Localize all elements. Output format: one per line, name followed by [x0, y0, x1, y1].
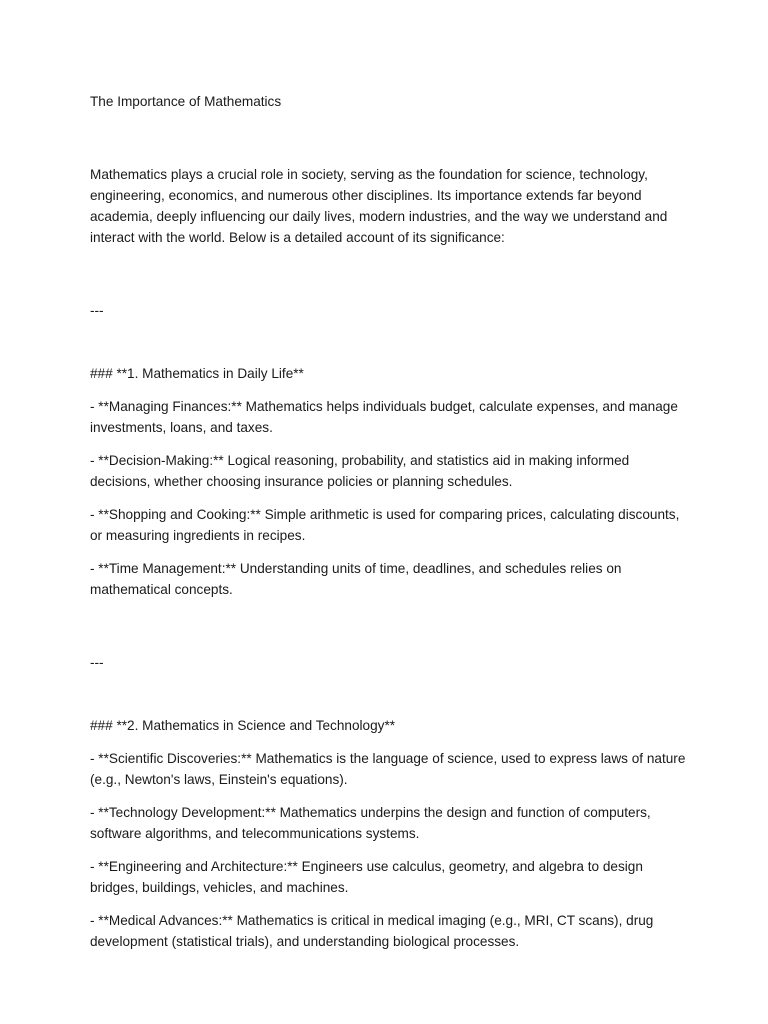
list-item: - **Technology Development:** Mathematics underpins the design and function of computers, software algorithms, and telecommunications systems.	[90, 805, 651, 841]
list-item: - **Engineering and Architecture:** Engineers use calculus, geometry, and algebra to design bridges, buildings, vehicles, and machines.	[90, 859, 643, 895]
section-heading-science-technology: ### **2. Mathematics in Science and Technology**	[90, 718, 396, 733]
intro-paragraph: Mathematics plays a crucial role in society, serving as the foundation for science, technology, engineering, economics, and numerous other disciplines. Its importance extends far beyond academia, deeply influencing our daily lives, modern industries, and the way we understand and interact with the world. Below is a detailed account of its significance:	[90, 167, 668, 245]
list-item: - **Time Management:** Understanding units of time, deadlines, and schedules relies on mathematical concepts.	[90, 561, 622, 597]
document-title: The Importance of Mathematics	[90, 94, 282, 109]
list-item: - **Decision-Making:** Logical reasoning, probability, and statistics aid in making informed decisions, whether choosing insurance policies or planning schedules.	[90, 453, 630, 489]
section-divider: ---	[90, 655, 104, 670]
section-divider: ---	[90, 303, 104, 318]
list-item: - **Managing Finances:** Mathematics helps individuals budget, calculate expenses, and manage investments, loans, and taxes.	[90, 399, 678, 435]
list-item: - **Medical Advances:** Mathematics is critical in medical imaging (e.g., MRI, CT scans), drug development (statistical trials), and understanding biological processes.	[90, 913, 654, 949]
section-heading-daily-life: ### **1. Mathematics in Daily Life**	[90, 366, 304, 381]
document-page	[90, 91, 690, 952]
list-item: - **Scientific Discoveries:** Mathematics is the language of science, used to express laws of nature (e.g., Newton's laws, Einstein's equations).	[90, 751, 686, 787]
list-item: - **Shopping and Cooking:** Simple arithmetic is used for comparing prices, calculating discounts, or measuring ingredients in recipes.	[90, 507, 680, 543]
